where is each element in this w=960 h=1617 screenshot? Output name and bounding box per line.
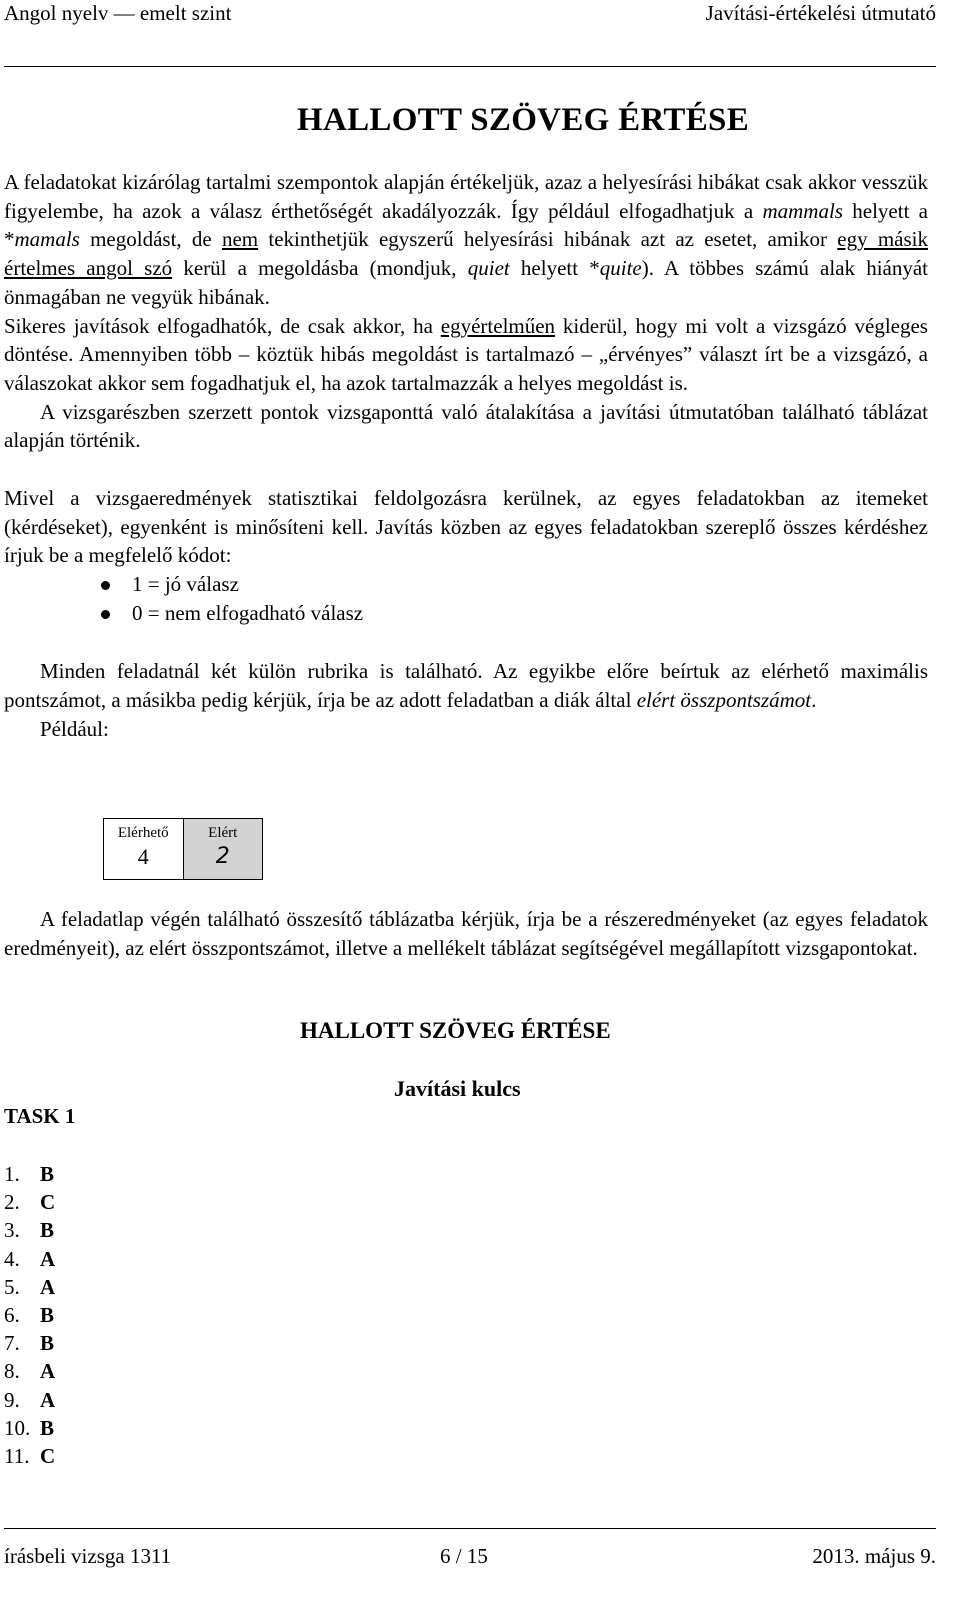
score-achieved-cell xyxy=(184,819,263,879)
body-text xyxy=(4,168,928,743)
page-footer xyxy=(4,1544,936,1569)
code-item-correct: 1 = jó válasz xyxy=(4,570,928,599)
footer-left: írásbeli vizsga 1311 xyxy=(4,1544,172,1568)
header-left: Angol nyelv — emelt szint xyxy=(4,1,232,25)
page-number: 6 / 15 xyxy=(440,1544,488,1568)
paragraph-example: Például: xyxy=(40,716,109,741)
code-list xyxy=(4,570,928,628)
code-item-wrong: 0 = nem elfogadható válasz xyxy=(4,599,928,628)
paragraph-2: Sikeres javítások elfogadhatók, de csak akkor, ha egyértelműen kiderül, hogy mi volt a vizsgázó végleges döntése. Amennyiben több – köztük hibás megoldást is tartalmazó – „érvényes” választ írt be a vizsgázó, a válaszokat akkor sem fogadhatjuk el, ha azok tartalmazzák a helyes megoldást is. xyxy=(4,313,928,395)
body-text-2 xyxy=(4,905,928,962)
header-right: Javítási-értékelési útmutató xyxy=(705,1,936,25)
paragraph-5: Minden feladatnál két külön rubrika is található. Az egyikbe előre beírtuk az elérhető maximális pontszámot, a másikba pedig kérjük, írja be az adott feladatban a diák által elért összpontszámot. xyxy=(4,659,928,712)
answer-item: 10. B xyxy=(4,1415,55,1440)
answer-item: 11. C xyxy=(4,1444,56,1469)
answer-item: 4. A xyxy=(4,1246,56,1271)
answer-item: 8. A xyxy=(4,1359,56,1384)
score-max-cell xyxy=(104,819,184,879)
page-header xyxy=(4,0,936,41)
answer-item: 3. B xyxy=(4,1218,55,1243)
answer-key-list xyxy=(4,1160,55,1470)
paragraph-1: A feladatokat kizárólag tartalmi szempontok alapján értékeljük, azaz a helyesírási hibákat csak akkor vesszük figyelembe, ha azok a válasz érthetőségét akadályozzák. Így például elfogadhatjuk a mammals helyett a *mamals megoldást, de nem tekinthetjük egyszerű helyesírási hibának azt az esetet, amikor egy másik értelmes angol szó kerül a megoldásba (mondjuk, quiet helyett *quite). A többes számú alak hiányát önmagában ne vegyük hibának. xyxy=(4,170,929,309)
footer-rule xyxy=(4,1528,936,1529)
header-rule xyxy=(4,66,936,67)
task-title: TASK 1 xyxy=(4,1104,76,1128)
answer-item: 2. C xyxy=(4,1190,56,1215)
footer-right: 2013. május 9. xyxy=(812,1544,936,1568)
answer-item: 1. B xyxy=(4,1162,55,1186)
score-max-label: Elérhető xyxy=(117,825,169,841)
answer-item: 6. B xyxy=(4,1303,55,1328)
answer-item: 7. B xyxy=(4,1331,55,1356)
section-subtitle: Javítási kulcs xyxy=(394,1076,521,1101)
section-title: HALLOTT SZÖVEG ÉRTÉSE xyxy=(300,1018,611,1043)
paragraph-3: A vizsgarészben szerzett pontok vizsgaponttá való átalakítása a javítási útmutatóban található táblázat alapján történik. xyxy=(4,399,928,453)
score-max-value: 4 xyxy=(137,844,149,869)
score-box xyxy=(103,818,263,880)
page-title: HALLOTT SZÖVEG ÉRTÉSE xyxy=(296,102,750,138)
answer-item: 9. A xyxy=(4,1387,56,1412)
answer-item: 5. A xyxy=(4,1274,56,1299)
score-achieved-value: 2 xyxy=(215,844,230,869)
paragraph-7: A feladatlap végén található összesítő táblázatba kérjük, írja be a részeredményeket (az egyes feladatok eredményeit), az elért összpontszámot, illetve a mellékelt táblázat segítségével megállapított vizsgapontokat. xyxy=(4,907,928,960)
paragraph-4: Mivel a vizsgaeredmények statisztikai feldolgozásra kerülnek, az egyes feladatokban az itemeket (kérdéseket), egyenként is minősíteni kell. Javítás közben az egyes feladatokban szereplő összes kérdéshez írjuk be a megfelelő kódot: xyxy=(4,486,928,568)
score-achieved-label: Elért xyxy=(208,825,238,841)
